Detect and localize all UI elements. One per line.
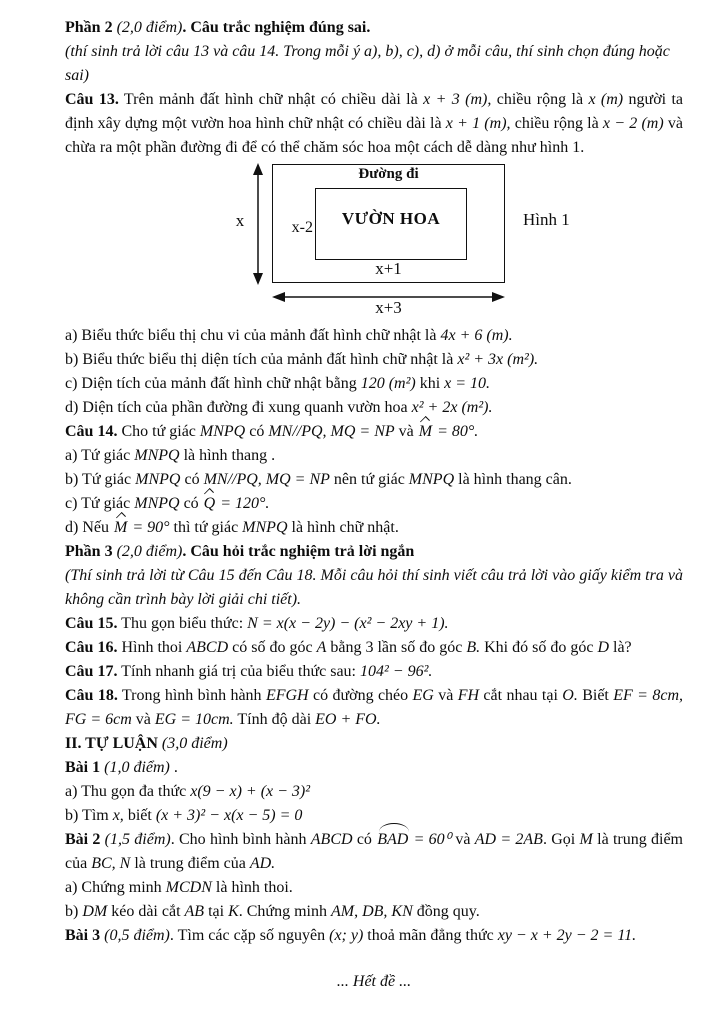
exercise-2b [65, 900, 683, 924]
text-segment: b) Biểu thức biểu thị diện tích của mảnh đất hình chữ nhật là [65, 351, 458, 368]
text-segment: có [245, 423, 269, 440]
text-segment: Câu 18. [65, 687, 118, 704]
text-segment: 104² − 96². [360, 663, 433, 680]
text-segment: là hình thoi. [211, 879, 293, 896]
text-segment: . Cho hình bình hành [170, 831, 311, 848]
question-13 [65, 88, 683, 160]
text-segment: MN//PQ, MQ = NP [268, 423, 395, 440]
text-segment: a) Tứ giác [65, 447, 135, 464]
text-segment: 4x + 6 (m). [440, 327, 513, 344]
text-segment: x (m) [588, 91, 624, 108]
text-segment: II. TỰ LUẬN [65, 735, 162, 752]
text-segment: và chừa ra một phần đường đi để có thể chăm sóc hoa một cách dễ dàng như hình 1. [65, 115, 684, 156]
figure-caption: Hình 1 [523, 210, 570, 229]
text-segment: AD. [249, 855, 276, 872]
section-2-heading [65, 16, 683, 40]
text-segment: EG [412, 687, 434, 704]
text-segment: MN//PQ, MQ = NP [203, 471, 330, 488]
question-13a [65, 324, 683, 348]
text-segment: Phần 3 [65, 543, 117, 560]
text-segment: Câu 15. [65, 615, 118, 632]
text-segment: b) Tìm [65, 807, 113, 824]
text-segment: N [119, 855, 131, 872]
text-segment: MNPQ [135, 471, 181, 488]
text-segment: Q [203, 492, 217, 516]
text-segment: Trong hình bình hành [117, 687, 266, 704]
text-segment: EFGH [265, 687, 309, 704]
text-segment: Bài 1 [65, 759, 105, 776]
text-segment: Cho tứ giác [117, 423, 200, 440]
text-segment: x = 10. [444, 375, 491, 392]
text-segment: (thí sinh trả lời câu 13 và câu 14. Trong mỗi ý a), b), c), d) ở mỗi câu, thí sinh chọn đúng hoặc sai) [65, 43, 670, 84]
text-segment: , [354, 903, 363, 920]
document-bottom [65, 324, 683, 994]
text-segment: và [433, 687, 458, 704]
text-segment: N = x(x − 2y) − (x² − 2xy + 1). [247, 615, 449, 632]
text-segment: là trung điểm của [65, 831, 684, 872]
text-segment: BC, [91, 855, 116, 872]
text-segment: và [451, 831, 475, 848]
text-segment: x² + 2x (m²). [411, 399, 493, 416]
question-14d [65, 516, 683, 540]
text-segment: (x; y) [329, 927, 364, 944]
document-top [65, 16, 683, 160]
question-13b [65, 348, 683, 372]
question-14c [65, 492, 683, 516]
text-segment: EF = 8cm, FG = 6cm [65, 687, 684, 728]
text-segment: b) [65, 903, 83, 920]
text-segment: đồng quy. [412, 903, 480, 920]
text-segment: A [316, 639, 327, 656]
text-segment: MCDN [165, 879, 212, 896]
text-segment: Biết [577, 687, 614, 704]
text-segment: M [579, 831, 593, 848]
text-segment: x, [112, 807, 124, 824]
text-segment: Tính nhanh giá trị của biểu thức sau: [117, 663, 360, 680]
text-segment: d) Diện tích của phần đường đi xung quanh vườn hoa [65, 399, 412, 416]
section-2-note [65, 40, 683, 88]
outer-width-label: x+3 [375, 298, 402, 317]
text-segment: (2,0 điểm) [116, 543, 183, 560]
question-13d [65, 396, 683, 420]
text-segment: ABCD [186, 639, 229, 656]
text-segment: Câu 17. [65, 663, 118, 680]
exercise-1-heading [65, 756, 683, 780]
text-segment: BAD [376, 828, 409, 852]
text-segment: Khi đó số đo góc [480, 639, 598, 656]
inner-height-label: x-2 [291, 219, 313, 236]
text-segment: kéo dài cắt [107, 903, 185, 920]
text-segment: AM [330, 903, 355, 920]
text-segment: và [394, 423, 418, 440]
text-segment: Câu 16. [65, 639, 118, 656]
text-segment: DM [82, 903, 108, 920]
question-14b [65, 468, 683, 492]
text-segment: Trên mảnh đất hình chữ nhật có chiều dài là [118, 91, 424, 108]
text-segment: EG = 10cm. [154, 711, 234, 728]
text-segment: . Câu trắc nghiệm đúng sai. [182, 19, 371, 36]
text-segment: biết [123, 807, 156, 824]
text-segment: (2,0 điểm) [116, 19, 183, 36]
text-segment: thì tứ giác [169, 519, 243, 536]
road-label: Đường đi [358, 166, 419, 182]
text-segment: DB, KN [362, 903, 413, 920]
text-segment: MNPQ [134, 447, 180, 464]
exercise-2a [65, 876, 683, 900]
exercise-1b [65, 804, 683, 828]
text-segment: tại [204, 903, 229, 920]
text-segment: Câu 14. [65, 423, 118, 440]
text-segment: là trung điểm của [130, 855, 250, 872]
text-segment: có đường chéo [308, 687, 413, 704]
text-segment: MNPQ [408, 471, 455, 488]
text-segment: (x + 3)² − x(x − 5) = 0 [155, 807, 303, 824]
text-segment: cắt nhau tại [479, 687, 563, 704]
text-segment: Câu 13. [65, 91, 119, 108]
text-segment: = 60⁰ [409, 831, 452, 848]
text-segment: = 90° [128, 519, 170, 536]
text-segment: có [352, 831, 377, 848]
text-segment: ABCD [310, 831, 353, 848]
text-segment: (0,5 điểm) [104, 927, 170, 944]
text-segment: bằng 3 lần số đo góc [326, 639, 467, 656]
text-segment: B. [466, 639, 481, 656]
text-segment: là hình thang cân. [454, 471, 572, 488]
text-segment: . Gọi [542, 831, 580, 848]
figure-hinh-1 [0, 160, 725, 324]
text-segment: . Chứng minh [238, 903, 331, 920]
text-segment: Tính độ dài [233, 711, 316, 728]
text-segment: có [179, 495, 203, 512]
text-segment: Bài 3 [65, 927, 105, 944]
text-segment: AB [184, 903, 205, 920]
question-18 [65, 684, 683, 732]
exercise-3 [65, 924, 683, 948]
question-17 [65, 660, 683, 684]
text-segment: AD = 2AB [474, 831, 543, 848]
text-segment: = 80°. [433, 423, 479, 440]
question-15 [65, 612, 683, 636]
inner-width-label: x+1 [375, 259, 402, 278]
text-segment: (1,5 điểm) [104, 831, 171, 848]
text-segment: c) Tứ giác [65, 495, 135, 512]
text-segment: (3,0 điểm) [161, 735, 228, 752]
text-segment: Phần 2 [65, 19, 117, 36]
text-segment: a) Thu gọn đa thức [65, 783, 191, 800]
text-segment: x + 1 (m), [445, 115, 511, 132]
text-segment: xy − x + 2y − 2 = 11. [497, 927, 637, 944]
text-segment: x² + 3x (m²). [457, 351, 539, 368]
text-segment: 120 (m²) [360, 375, 416, 392]
text-segment: FH [457, 687, 480, 704]
height-label: x [235, 211, 245, 230]
question-16 [65, 636, 683, 660]
text-segment: ... Hết đề ... [336, 973, 412, 990]
text-segment: . Tìm các cặp số nguyên [169, 927, 330, 944]
text-segment: (1,0 điểm) [104, 759, 170, 776]
text-segment: và [131, 711, 155, 728]
text-segment: Hình thoi [117, 639, 187, 656]
text-segment: . Câu hỏi trắc nghiệm trả lời ngắn [182, 543, 415, 560]
text-segment: x − 2 (m) [602, 115, 664, 132]
text-segment: là hình thang . [179, 447, 276, 464]
text-segment: d) Nếu [65, 519, 113, 536]
text-segment: a) Chứng minh [65, 879, 166, 896]
text-segment: MNPQ [134, 495, 180, 512]
exercise-2-heading [65, 828, 683, 876]
text-segment: chiều rộng là [491, 91, 589, 108]
text-segment: thoả mãn đẳng thức [363, 927, 498, 944]
question-14a [65, 444, 683, 468]
exercise-1a [65, 780, 683, 804]
text-segment: chiều rộng là [510, 115, 603, 132]
text-segment: x + 3 (m), [423, 91, 492, 108]
text-segment: O. [562, 687, 578, 704]
text-segment: là? [609, 639, 632, 656]
text-segment: b) Tứ giác [65, 471, 136, 488]
text-segment: . [169, 759, 178, 776]
text-segment: x(9 − x) + (x − 3)² [190, 783, 311, 800]
text-segment: = 120°. [216, 495, 270, 512]
text-segment: c) Diện tích của mảnh đất hình chữ nhật bằng [65, 375, 361, 392]
end-note [65, 970, 683, 994]
text-segment: M [113, 516, 128, 540]
text-segment: a) Biểu thức biểu thị chu vi của mảnh đất hình chữ nhật là [65, 327, 441, 344]
text-segment: Bài 2 [65, 831, 105, 848]
text-segment: có [180, 471, 204, 488]
text-segment: MNPQ [199, 423, 246, 440]
section-3-note [65, 564, 683, 612]
text-segment: D [597, 639, 609, 656]
text-segment: có số đo góc [228, 639, 317, 656]
text-segment: MNPQ [242, 519, 288, 536]
text-segment: M [418, 420, 433, 444]
section-3-heading [65, 540, 683, 564]
text-segment: (Thí sinh trả lời từ Câu 15 đến Câu 18. Mỗi câu hỏi thí sinh viết câu trả lời vào giấy kiểm tra và không cần trình bày lời giải chi tiết). [65, 567, 683, 608]
text-segment: người ta định xây dựng một vườn hoa hình chữ nhật có chiều dài là [65, 91, 684, 132]
question-14 [65, 420, 683, 444]
question-13c [65, 372, 683, 396]
text-segment: là hình chữ nhật. [287, 519, 399, 536]
section-II-heading [65, 732, 683, 756]
text-segment: EO + FO. [315, 711, 381, 728]
text-segment: K [228, 903, 239, 920]
garden-label: VƯỜN HOA [341, 209, 441, 228]
text-segment: khi [415, 375, 445, 392]
text-segment: Thu gọn biểu thức: [117, 615, 248, 632]
text-segment: nên tứ giác [329, 471, 409, 488]
